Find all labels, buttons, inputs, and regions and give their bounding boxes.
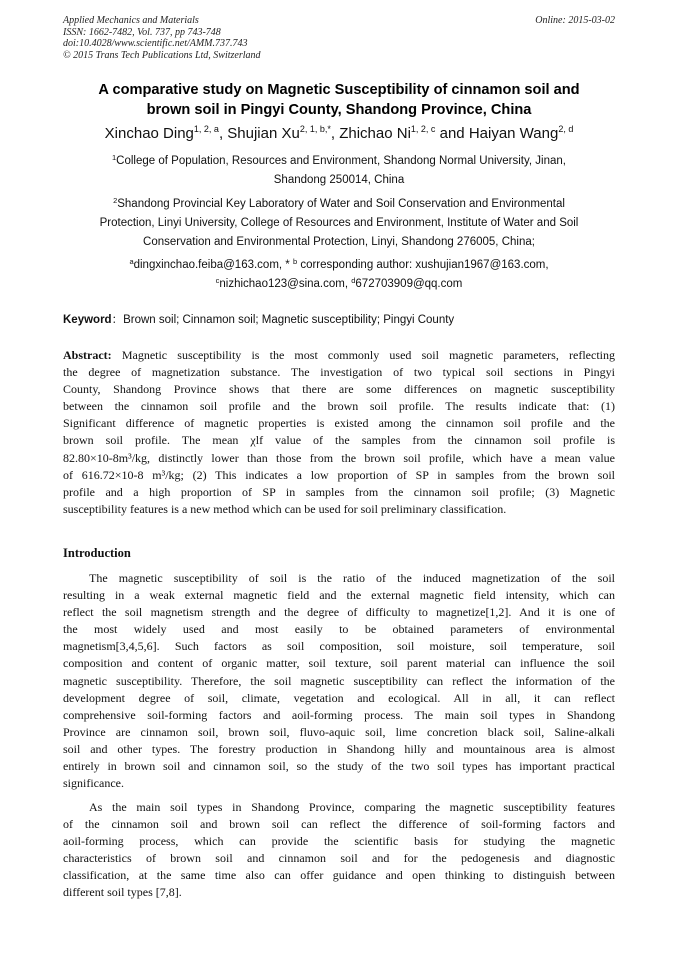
affiliation-2 bbox=[63, 195, 615, 252]
abstract-line: 82.80×10-8m³/kg, distinctly lower than those from the brown soil profile, which have a mean value bbox=[63, 450, 615, 465]
abstract-text: Magnetic susceptibility is the most commonly used soil magnetic parameters, reflecting bbox=[111, 348, 615, 362]
paragraph-line: different soil types [7,8]. bbox=[63, 885, 182, 900]
author-name: Haiyan Wang bbox=[468, 125, 559, 142]
journal-header bbox=[63, 15, 615, 61]
affiliation-line: Protection, Linyi University, College of Resources and Environment, Institute of Water and Soil bbox=[99, 217, 579, 229]
author-affiliation-mark: 2, d bbox=[558, 124, 574, 134]
affiliation-mark: 1 bbox=[112, 153, 117, 162]
email-line bbox=[63, 256, 615, 275]
affiliation-text: College of Population, Resources and Environment, Shandong Normal University, Jinan, bbox=[116, 155, 566, 167]
author-separator: , bbox=[218, 125, 228, 142]
paragraph-line: characteristics of brown soil and cinnamon soil and for the pedogenesis and diagnostic bbox=[63, 851, 615, 866]
email-address: 672703909@qq.com bbox=[355, 278, 463, 290]
paragraph-line: magnetic susceptibility. Therefore, the soil magnetic susceptibility can reflect the information of the bbox=[63, 673, 615, 688]
title-line-2: brown soil in Pingyi County, Shandong Province, China bbox=[146, 102, 532, 118]
keyword-label: Keyword bbox=[63, 314, 112, 326]
paragraph-line: of the cinnamon soil and brown soil can reflect the difference of soil-forming factors and bbox=[63, 817, 615, 832]
affiliation-line bbox=[63, 152, 615, 171]
email-mark: a bbox=[129, 257, 134, 266]
abstract-line: County, Shandong Province shows that there are some differences on magnetic susceptibility bbox=[63, 382, 615, 397]
paragraph-line: composition and content of organic matter, soil texture, soil parent material can influence the soil bbox=[63, 656, 615, 671]
paragraph-line: Province are cinnamon soil, brown soil, fluvo-aquic soil, lime concretion black soil, Saline-alkali bbox=[63, 724, 615, 739]
author-name: Zhichao Ni bbox=[339, 125, 411, 142]
paragraph-line: The magnetic susceptibility of soil is the ratio of the induced magnetization of the soil bbox=[89, 571, 615, 585]
corresponding-mark: * bbox=[285, 259, 293, 271]
email-address: corresponding author: xushujian1967@163.com, bbox=[297, 259, 549, 271]
abstract-line: the degree of magnetization substance. The investigation of two typical soil sections in Pingyi bbox=[63, 365, 615, 380]
paragraph-line: magnetism[3,4,5,6]. Such factors as soil composition, soil moisture, soil temperature, soil bbox=[63, 639, 615, 654]
affiliation-text: Shandong Provincial Key Laboratory of Water and Soil Conservation and Environmental bbox=[117, 198, 565, 210]
affiliation-1 bbox=[63, 152, 615, 190]
abstract-line bbox=[63, 347, 615, 364]
paragraph-line: significance. bbox=[63, 776, 124, 791]
paper-title bbox=[63, 80, 615, 120]
keyword-text: Brown soil; Cinnamon soil; Magnetic susceptibility; Pingyi County bbox=[123, 314, 455, 326]
abstract-label: Abstract: bbox=[63, 348, 112, 362]
paragraph-line: aoil-forming process, which can provide the scientific basis for studying the magnetic bbox=[63, 834, 615, 849]
email-mark: d bbox=[351, 276, 356, 285]
abstract-line: susceptibility features is a new method which can be used for soil preliminary classification. bbox=[63, 501, 507, 516]
doi-line: doi:10.4028/www.scientific.net/AMM.737.743 bbox=[63, 38, 248, 49]
author-affiliation-mark: 2, 1, b,* bbox=[299, 124, 331, 134]
email-mark: c bbox=[215, 276, 220, 285]
author-name: Shujian Xu bbox=[227, 125, 300, 142]
affiliation-line bbox=[63, 195, 615, 214]
email-line bbox=[63, 275, 615, 294]
issn-line: ISSN: 1662-7482, Vol. 737, pp 743-748 bbox=[63, 26, 221, 38]
paragraph-line: classification, at the same time also can offer guidance and open thinking to distinguish between bbox=[63, 868, 615, 883]
affiliation-line: Shandong 250014, China bbox=[273, 174, 405, 186]
author-affiliation-mark: 1, 2, a bbox=[193, 124, 219, 134]
abstract bbox=[63, 347, 615, 518]
email-address: dingxinchao.feiba@163.com, bbox=[133, 259, 286, 271]
paragraph-line: comprehensive soil-forming factors and aoil-forming process. The main soil types in Shandong bbox=[63, 707, 615, 722]
affiliation-mark: 2 bbox=[113, 196, 118, 205]
author-separator: and bbox=[435, 125, 469, 142]
title-line-1: A comparative study on Magnetic Susceptibility of cinnamon soil and bbox=[98, 82, 580, 98]
author-affiliation-mark: 1, 2, c bbox=[410, 124, 436, 134]
abstract-line: profile and a high proportion of SP in samples from the cinnamon soil profile; (3) Magnetic bbox=[63, 484, 615, 499]
online-date: Online: 2015-03-02 bbox=[535, 15, 615, 26]
paragraph-line: As the main soil types in Shandong Province, comparing the magnetic susceptibility features bbox=[89, 800, 615, 814]
abstract-line: brown soil profile. The mean χlf value of the samples from the cinnamon soil profile is bbox=[63, 433, 615, 448]
paragraph-line: the most widely used and most easily to be obtained parameters of environmental bbox=[63, 622, 615, 637]
abstract-line: of 616.72×10-8 m³/kg; (2) This indicates a low proportion of SP in samples from the brown soil bbox=[63, 467, 615, 482]
email-mark: b bbox=[292, 257, 298, 266]
paragraph-line: development degree of soil, climate, vegetation and ecological. All in all, it can reflect bbox=[63, 690, 615, 705]
copyright-line: © 2015 Trans Tech Publications Ltd, Switzerland bbox=[63, 49, 261, 61]
section-heading-introduction: Introduction bbox=[63, 546, 131, 560]
author-name: Xinchao Ding bbox=[104, 125, 194, 142]
abstract-line: between the cinnamon soil profile and the brown soil profile. The results indicate that: (1) bbox=[63, 399, 615, 414]
email-address: nizhichao123@sina.com, bbox=[219, 278, 352, 290]
introduction-paragraph-1 bbox=[63, 570, 615, 792]
journal-name: Applied Mechanics and Materials bbox=[63, 15, 199, 26]
email-block bbox=[63, 256, 615, 294]
affiliation-line: Conservation and Environmental Protection, Linyi, Shandong 276005, China; bbox=[143, 236, 535, 248]
introduction-paragraph-2 bbox=[63, 799, 615, 902]
paragraph-line: resulting in a weak external magnetic field and the external magnetic field intensity, which can bbox=[63, 588, 615, 603]
paragraph-line: reflect the soil magnetism strength and the degree of difficulty to magnetize[1,2]. And it is one of bbox=[63, 605, 615, 620]
keyword-separator: ： bbox=[111, 314, 124, 326]
paragraph-line: soil and other types. The forestry production in Shandong hilly and mountainous area is almost bbox=[63, 741, 615, 756]
abstract-line: Significant difference of magnetic properties is existed among the cinnamon soil profile and the bbox=[63, 416, 615, 431]
author-separator: , bbox=[330, 125, 340, 142]
keywords bbox=[63, 312, 615, 328]
author-list bbox=[63, 124, 615, 144]
paragraph-line: entirely in brown soil and cinnamon soil, so the study of the two soil types has important practical bbox=[63, 759, 615, 774]
